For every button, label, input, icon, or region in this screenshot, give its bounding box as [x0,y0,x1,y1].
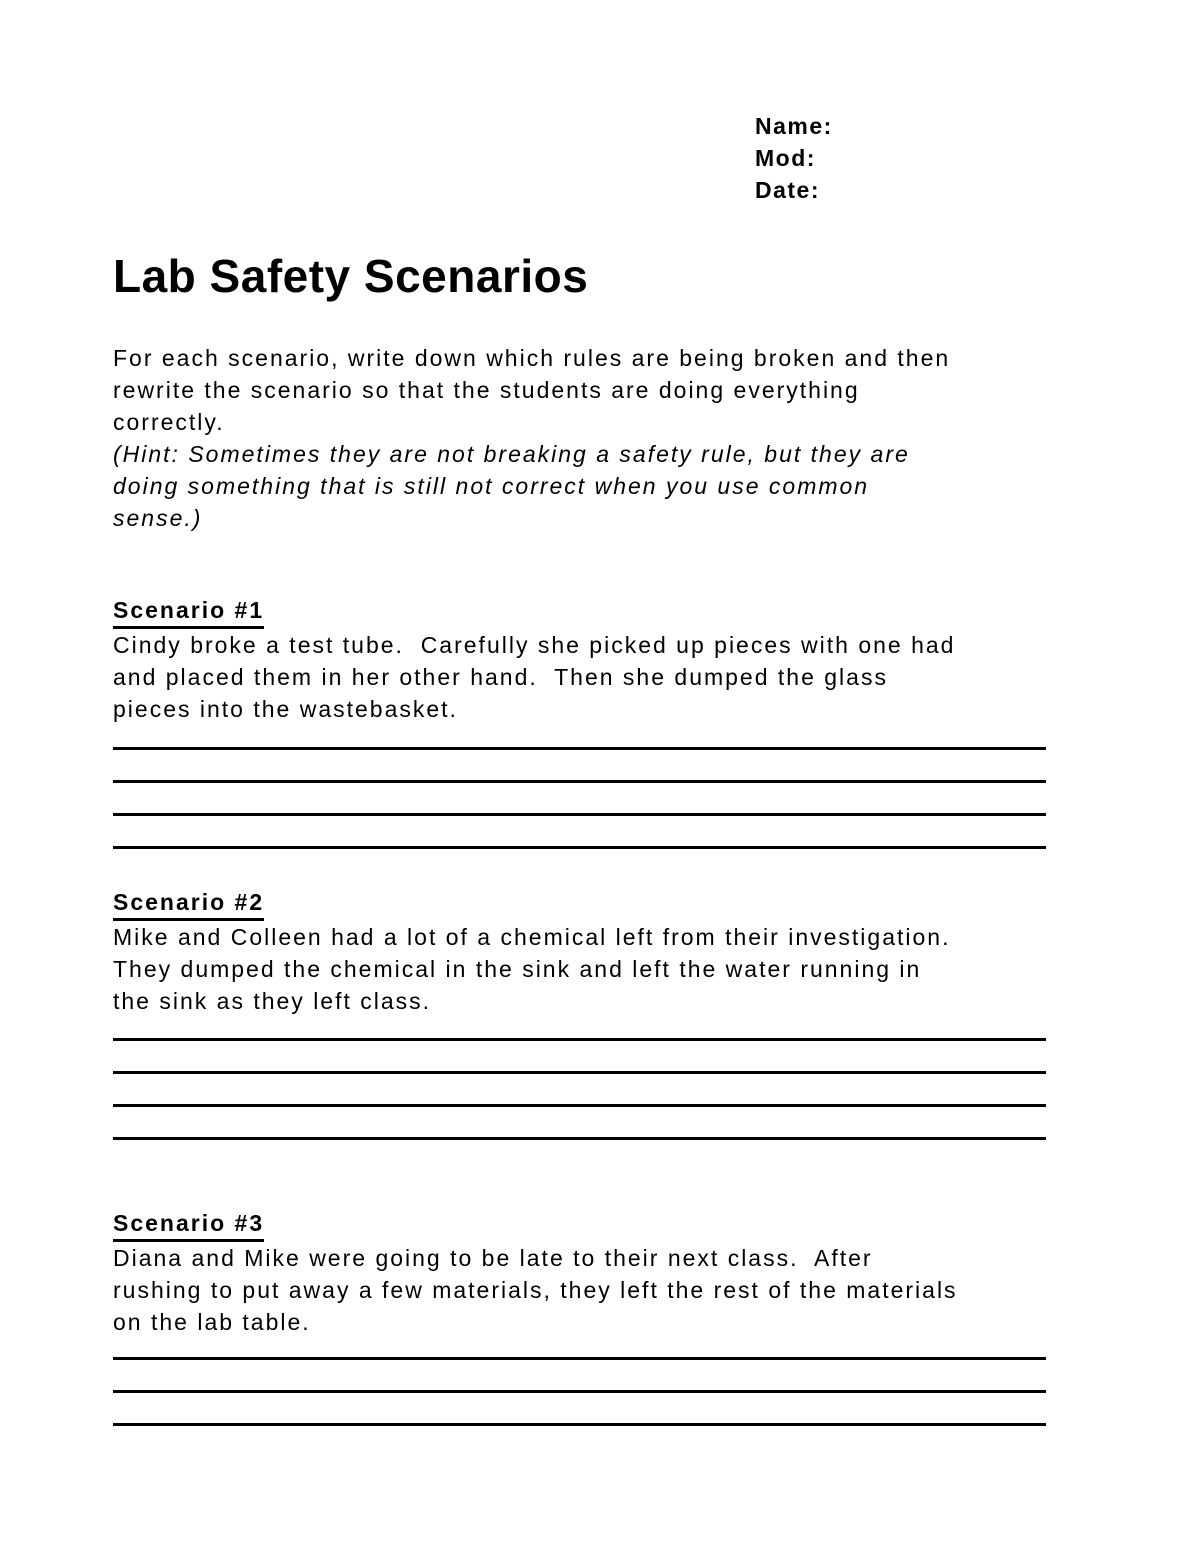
answer-blank-line [113,750,1046,783]
answer-blank-line [113,1074,1046,1107]
scenario-2-heading-row [113,886,1123,921]
text-line: They dumped the chemical in the sink and left the water running in [113,956,922,982]
scenario-3-heading: Scenario #3 [113,1207,264,1242]
answer-blank-line [113,1327,1046,1360]
text-line: Cindy broke a test tube. Carefully she picked up pieces with one had [113,632,956,658]
text-line: For each scenario, write down which rules are being broken and then [113,345,951,371]
answer-blank-line [113,1360,1046,1393]
scenario-1-answer-lines [113,717,1046,849]
scenario-2-answer-lines [113,1008,1046,1140]
scenario-3-body [113,1242,1123,1338]
date-label: Date: [755,177,821,203]
scenario-2-heading: Scenario #2 [113,886,264,921]
text-line: (Hint: Sometimes they are not breaking a safety rule, but they are [113,441,910,467]
answer-blank-line [113,1008,1046,1041]
name-label: Name: [755,113,833,139]
text-line: sense.) [113,505,203,531]
answer-blank-line [113,783,1046,816]
text-line: and placed them in her other hand. Then she dumped the glass [113,664,888,690]
hint-paragraph [113,438,1123,534]
scenario-1-heading: Scenario #1 [113,594,264,629]
answer-blank-line [113,816,1046,849]
intro-section [113,342,1123,534]
scenario-2-body [113,921,1123,1017]
scenario-3-heading-row [113,1207,1123,1242]
scenario-2-section [113,886,1123,1017]
text-line: Diana and Mike were going to be late to their next class. After [113,1245,873,1271]
mod-label: Mod: [755,145,816,171]
scenario-1-heading-row [113,594,1123,629]
scenario-1-body [113,629,1123,725]
page-title: Lab Safety Scenarios [113,250,589,302]
header-block [755,110,833,206]
text-line: on the lab table. [113,1309,311,1335]
answer-blank-line [113,1107,1046,1140]
answer-blank-line [113,1393,1046,1426]
answer-blank-line [113,1041,1046,1074]
intro-paragraph [113,342,1123,438]
text-line: the sink as they left class. [113,988,432,1014]
scenario-3-section [113,1207,1123,1338]
text-line: doing something that is still not correct when you use common [113,473,870,499]
answer-blank-line [113,717,1046,750]
scenario-3-answer-lines [113,1327,1046,1426]
text-line: Mike and Colleen had a lot of a chemical left from their investigation. [113,924,951,950]
text-line: correctly. [113,409,225,435]
text-line: pieces into the wastebasket. [113,696,458,722]
scenario-1-section [113,594,1123,725]
text-line: rushing to put away a few materials, they left the rest of the materials [113,1277,958,1303]
text-line: rewrite the scenario so that the students are doing everything [113,377,860,403]
